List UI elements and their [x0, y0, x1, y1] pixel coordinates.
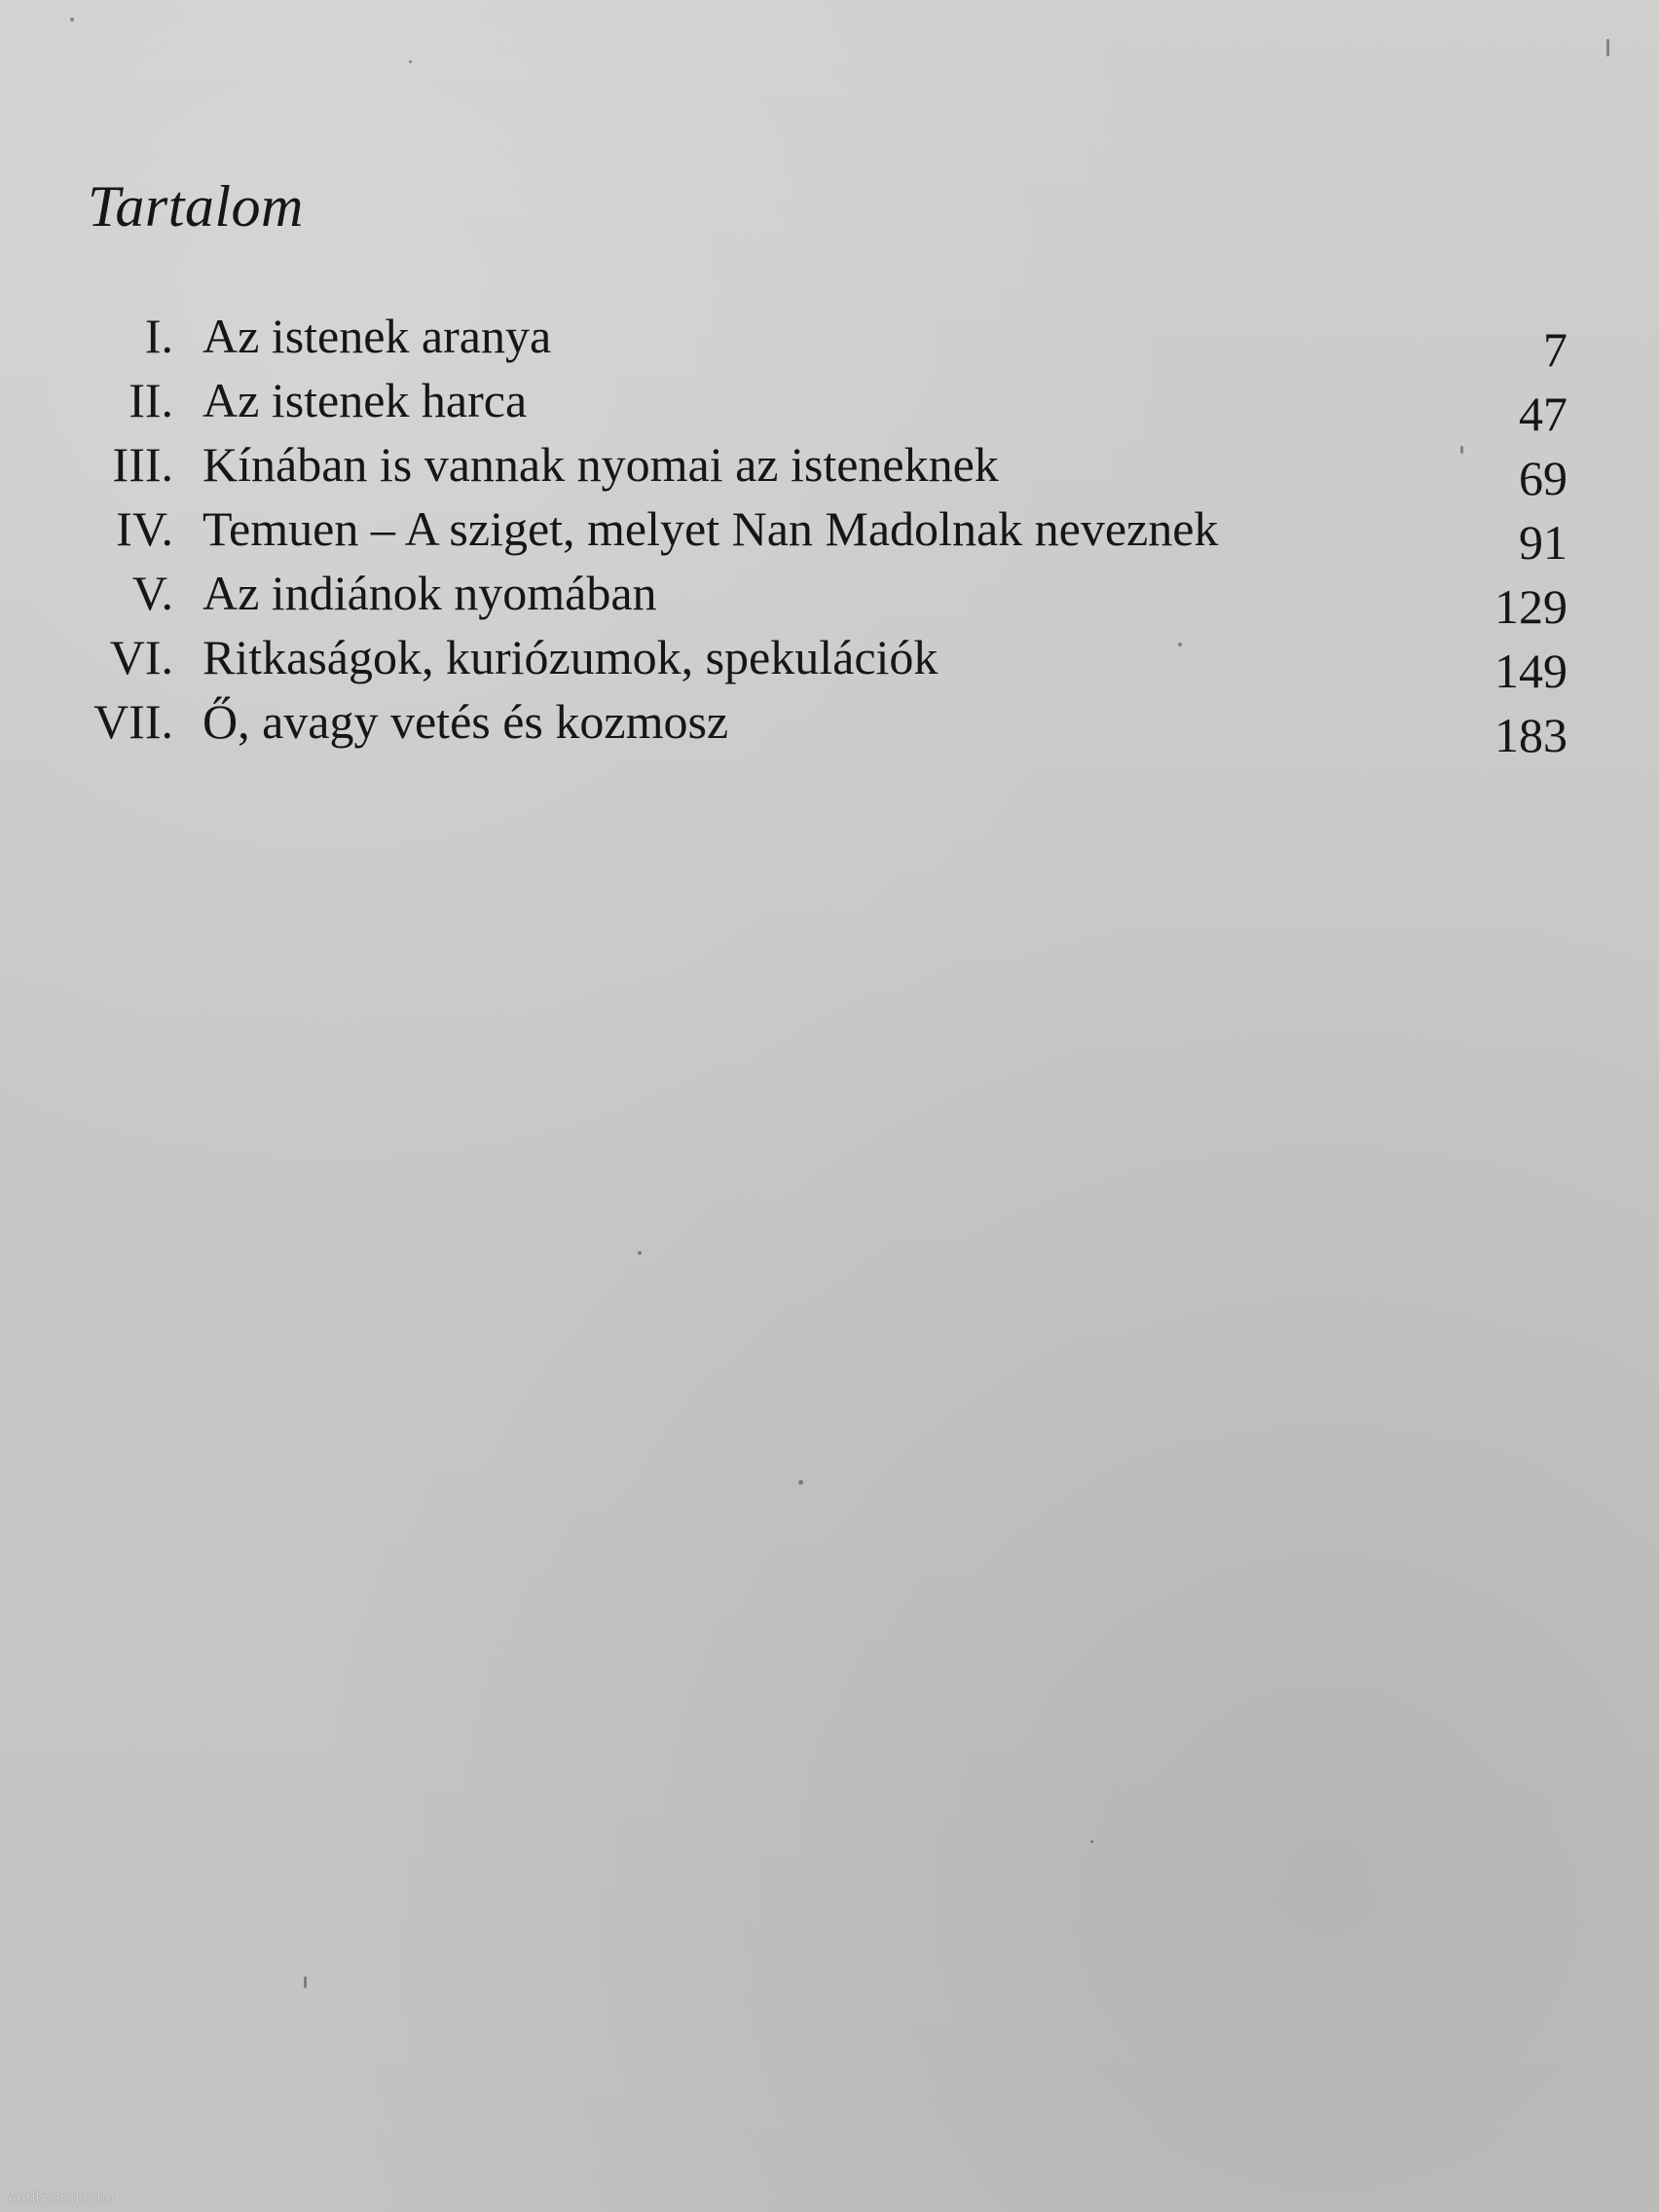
- toc-entry-iii: [68, 432, 1567, 505]
- toc-entry-v: [68, 561, 1567, 634]
- chapter-title: Ritkaságok, kuriózumok, spekulációk: [203, 630, 939, 684]
- paper-speck: [1606, 39, 1609, 56]
- chapter-page-number: 47: [1519, 387, 1567, 441]
- chapter-numeral: III.: [112, 437, 173, 492]
- paper-speck: [638, 1251, 642, 1255]
- chapter-numeral: V.: [131, 566, 173, 620]
- chapter-numeral: VII.: [93, 694, 173, 749]
- chapter-numeral: VI.: [109, 630, 173, 684]
- chapter-numeral: II.: [129, 373, 173, 427]
- toc-entry-vi: [68, 625, 1567, 698]
- chapter-page-number: 149: [1494, 644, 1567, 698]
- toc-entry-i: [68, 304, 1567, 377]
- toc-heading: Tartalom: [88, 174, 304, 239]
- chapter-title: Temuen – A sziget, melyet Nan Madolnak neveznek: [203, 501, 1219, 556]
- watermark: Antikvarium.hu: [8, 2191, 115, 2206]
- toc-entry-ii: [68, 368, 1567, 441]
- chapter-title: Az istenek harca: [203, 373, 528, 427]
- paper-speck: [1090, 1840, 1093, 1843]
- paper-speck: [70, 18, 74, 21]
- table-of-contents: [68, 304, 1567, 762]
- chapter-title: Ő, avagy vetés és kozmosz: [203, 694, 729, 749]
- chapter-page-number: 91: [1519, 515, 1567, 570]
- chapter-page-number: 183: [1494, 708, 1567, 762]
- paper-speck: [304, 1976, 307, 1988]
- chapter-numeral: IV.: [116, 501, 173, 556]
- chapter-page-number: 69: [1519, 451, 1567, 505]
- chapter-page-number: 129: [1494, 579, 1567, 634]
- toc-entry-iv: [68, 497, 1567, 570]
- chapter-title: Kínában is vannak nyomai az isteneknek: [203, 437, 999, 492]
- paper-speck: [798, 1480, 803, 1485]
- paper-speck: [409, 60, 412, 63]
- chapter-numeral: I.: [144, 309, 173, 363]
- chapter-title: Az indiánok nyomában: [203, 566, 657, 620]
- chapter-page-number: 7: [1543, 322, 1567, 377]
- toc-entry-vii: [68, 689, 1567, 762]
- chapter-title: Az istenek aranya: [203, 309, 552, 363]
